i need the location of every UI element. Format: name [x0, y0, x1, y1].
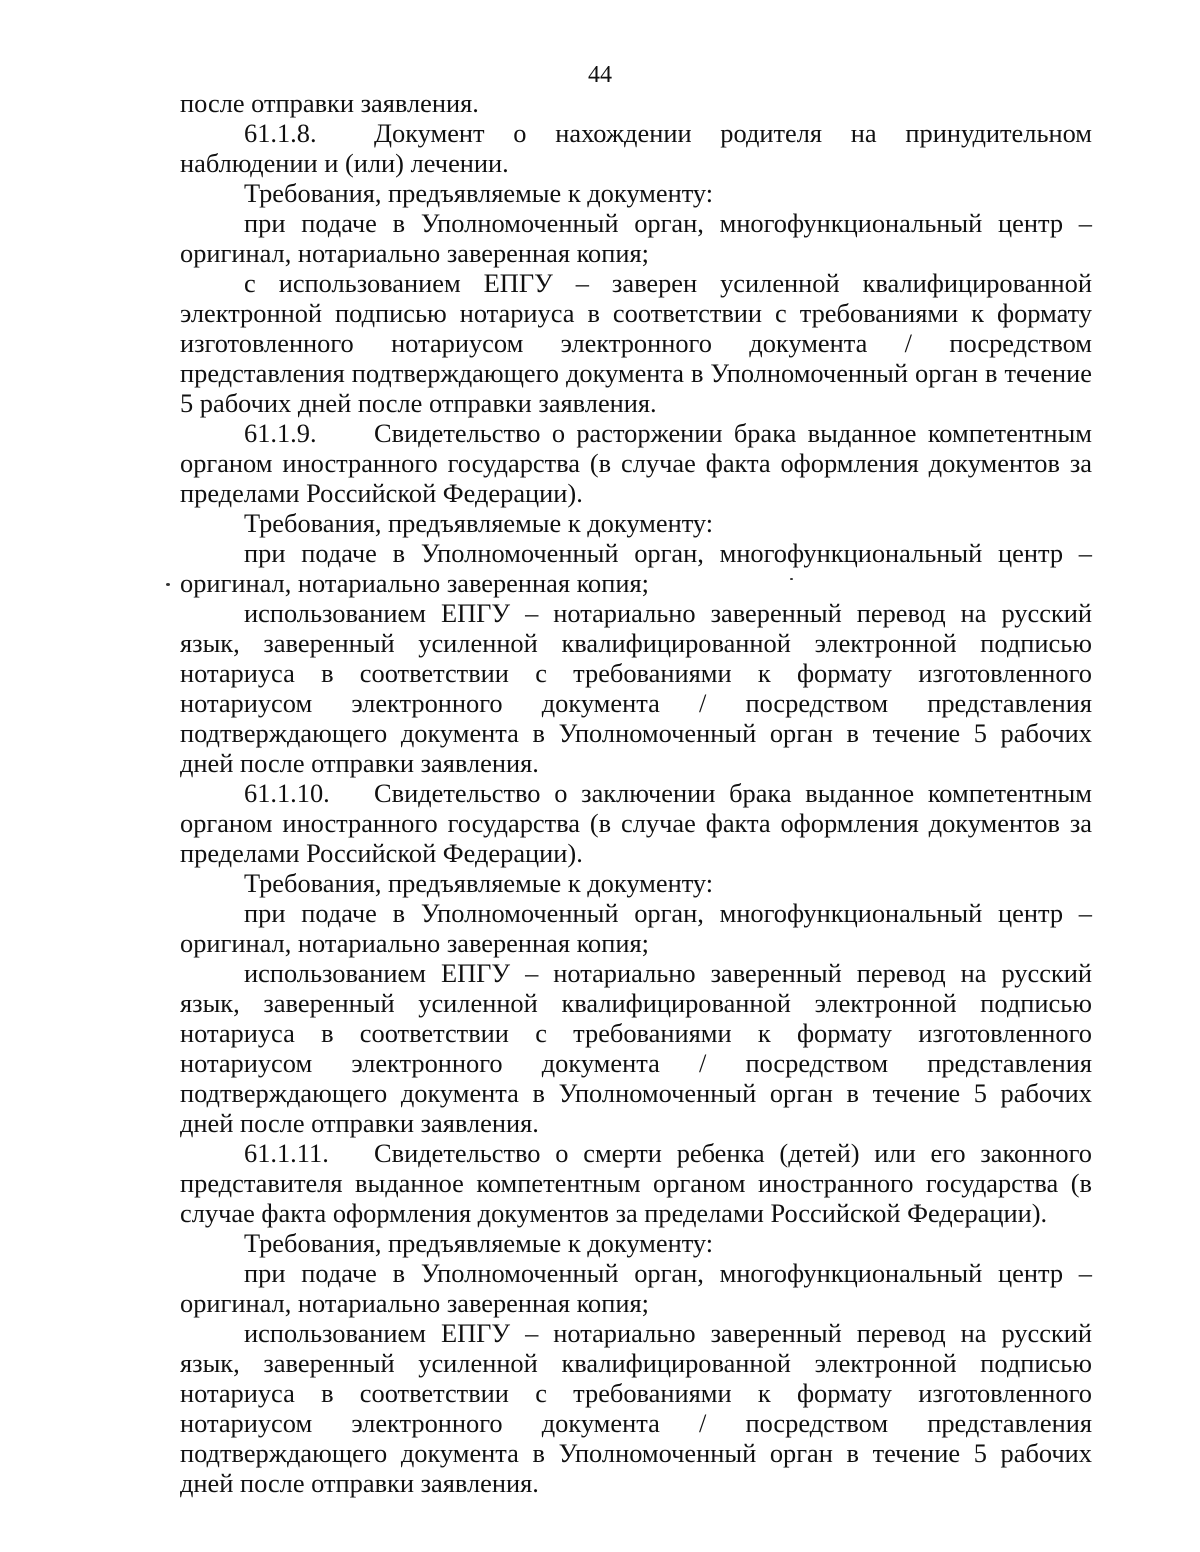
clause-61-1-8 [180, 118, 1092, 178]
scan-speck [790, 578, 793, 580]
clause-number: 61.1.9. [244, 418, 317, 448]
paragraph: использованием ЕПГУ – нотариально заверенный перевод на русский язык, заверенный усиленной квалифицированной электронной подписью нотариуса в соответствии с требованиями к формату изготовленного нотариусом электронного документа / посредством представления подтверждающего документа в Уполномоченный орган в течение 5 рабочих дней после отправки заявления. [180, 598, 1092, 778]
clause-text: Свидетельство о расторжении брака выданное компетентным органом иностранного государства (в случае факта оформления документов за пределами Российской Федерации). [180, 418, 1092, 508]
page-number: 44 [588, 62, 612, 88]
clause-number: 61.1.10. [244, 778, 330, 808]
clause-61-1-10 [180, 778, 1092, 868]
paragraph: Требования, предъявляемые к документу: [244, 178, 714, 208]
paragraph: при подаче в Уполномоченный орган, многофункциональный центр – оригинал, нотариально заверенная копия; [180, 208, 1092, 268]
paragraph: использованием ЕПГУ – нотариально заверенный перевод на русский язык, заверенный усиленной квалифицированной электронной подписью нотариуса в соответствии с требованиями к формату изготовленного нотариусом электронного документа / посредством представления подтверждающего документа в Уполномоченный орган в течение 5 рабочих дней после отправки заявления. [180, 1318, 1092, 1498]
paragraph: использованием ЕПГУ – нотариально заверенный перевод на русский язык, заверенный усиленной квалифицированной электронной подписью нотариуса в соответствии с требованиями к формату изготовленного нотариусом электронного документа / посредством представления подтверждающего документа в Уполномоченный орган в течение 5 рабочих дней после отправки заявления. [180, 958, 1092, 1138]
paragraph: при подаче в Уполномоченный орган, многофункциональный центр – оригинал, нотариально заверенная копия; [180, 538, 1092, 598]
clause-61-1-11 [180, 1138, 1092, 1228]
clause-number: 61.1.8. [244, 118, 317, 148]
paragraph: Требования, предъявляемые к документу: [244, 868, 714, 898]
clause-text: Свидетельство о заключении брака выданное компетентным органом иностранного государства (в случае факта оформления документов за пределами Российской Федерации). [180, 778, 1092, 868]
clause-number: 61.1.11. [244, 1138, 329, 1168]
scan-speck [166, 583, 170, 586]
clause-text: Свидетельство о смерти ребенка (детей) или его законного представителя выданное компетентным органом иностранного государства (в случае факта оформления документов за пределами Российской Федерации). [180, 1138, 1092, 1228]
paragraph: после отправки заявления. [180, 88, 479, 118]
document-body [180, 88, 1092, 1498]
clause-61-1-9 [180, 418, 1092, 508]
paragraph: при подаче в Уполномоченный орган, многофункциональный центр – оригинал, нотариально заверенная копия; [180, 1258, 1092, 1318]
paragraph: Требования, предъявляемые к документу: [244, 508, 714, 538]
paragraph: при подаче в Уполномоченный орган, многофункциональный центр – оригинал, нотариально заверенная копия; [180, 898, 1092, 958]
paragraph: Требования, предъявляемые к документу: [244, 1228, 714, 1258]
paragraph: с использованием ЕПГУ – заверен усиленной квалифицированной электронной подписью нотариуса в соответствии с требованиями к формату изготовленного нотариусом электронного документа / посредством представления подтверждающего документа в Уполномоченный орган в течение 5 рабочих дней после отправки заявления. [180, 268, 1092, 418]
clause-text: Документ о нахождении родителя на принудительном наблюдении и (или) лечении. [180, 118, 1092, 178]
